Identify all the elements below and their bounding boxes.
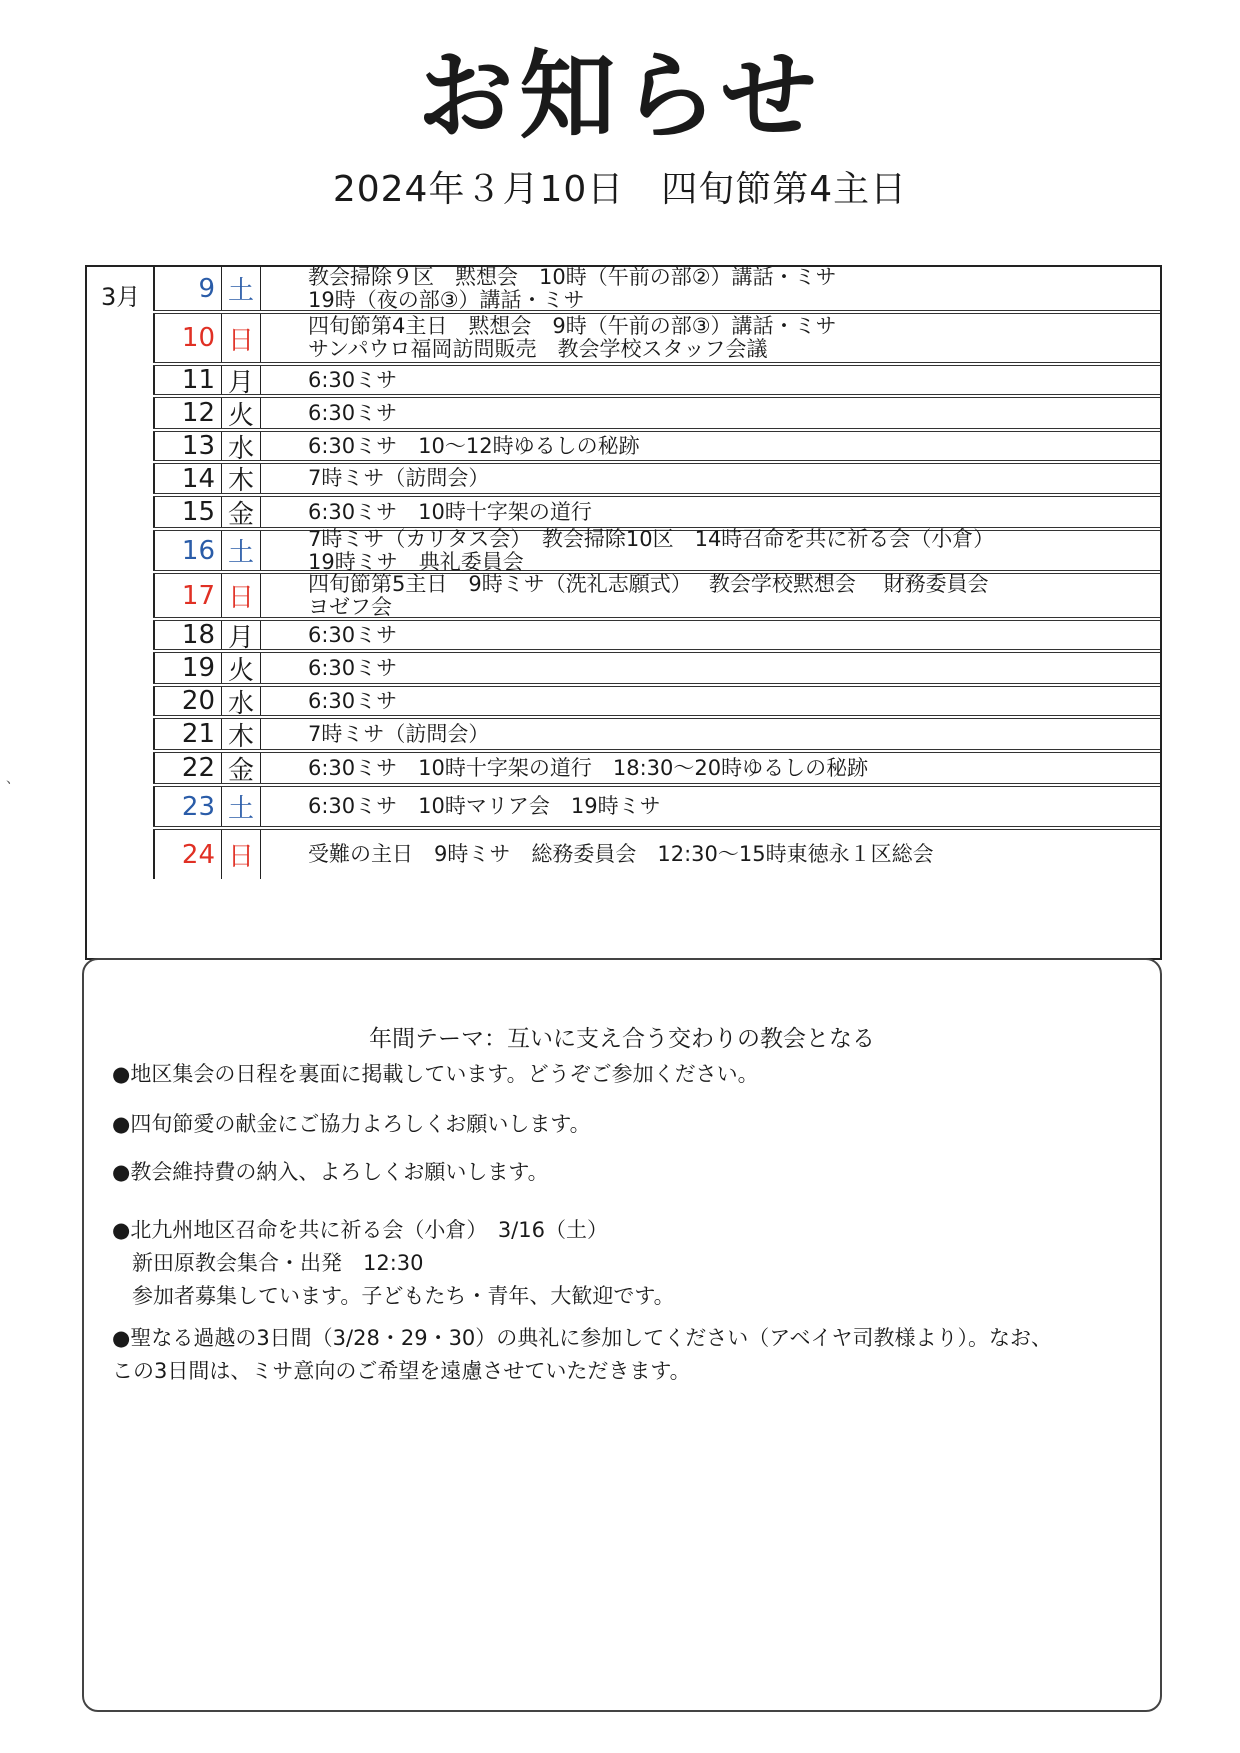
event-cell <box>308 497 1152 527</box>
date-subtitle: 2024年３月10日 四旬節第4主日 <box>332 169 908 210</box>
event-line: サンパウロ福岡訪問販売 教会学校スタッフ会議 <box>308 337 768 361</box>
notice-line: 参加者募集しています。子どもたち・青年、大歓迎です。 <box>132 1284 675 1308</box>
event-cell <box>308 464 1152 493</box>
day-number: 18 <box>153 621 221 649</box>
schedule-row <box>153 787 1160 830</box>
notice-line: ●聖なる過越の3日間（3/28・29・30）の典礼に参加してください（アベイヤ司教様より）。なお、 <box>112 1326 1052 1350</box>
notice-item <box>112 1058 1130 1091</box>
day-number: 12 <box>153 398 221 428</box>
schedule-row <box>153 719 1160 753</box>
stray-mark: 、 <box>6 771 20 787</box>
day-number: 21 <box>153 719 221 749</box>
schedule-row <box>153 687 1160 719</box>
event-cell <box>308 398 1152 428</box>
notice-item <box>112 1156 1130 1189</box>
day-number: 13 <box>153 432 221 460</box>
event-cell <box>308 687 1152 715</box>
event-line: 19時（夜の部③）講話・ミサ <box>308 287 585 312</box>
weekday: 日 <box>221 830 261 879</box>
schedule-row <box>153 653 1160 687</box>
weekday: 月 <box>221 621 261 649</box>
event-cell <box>308 830 1152 879</box>
event-cell <box>308 719 1152 749</box>
notice-line: ●地区集会の日程を裏面に掲載しています。どうぞご参加ください。 <box>112 1062 759 1086</box>
event-line: 6:30ミサ <box>308 367 398 392</box>
schedule-row <box>153 526 1160 574</box>
event-line: 6:30ミサ 10時十字架の道行 <box>308 499 592 524</box>
schedule-row <box>153 432 1160 464</box>
schedule-row <box>153 830 1160 879</box>
schedule-row <box>153 314 1160 366</box>
weekday: 土 <box>221 531 261 570</box>
event-cell <box>308 526 1152 574</box>
event-line: 7時ミサ（訪問会） <box>308 721 490 746</box>
event-line: 6:30ミサ <box>308 622 398 647</box>
weekday: 月 <box>221 366 261 394</box>
event-cell <box>308 753 1152 783</box>
event-line: ヨゼフ会 <box>308 594 392 619</box>
notice-box <box>82 958 1162 1712</box>
event-line: 7時ミサ（カリタス会） 教会掃除10区 14時召命を共に祈る会（小倉） <box>308 526 995 551</box>
day-number: 19 <box>153 653 221 683</box>
event-line: 四旬節第4主日 黙想会 9時（午前の部③）講話・ミサ <box>308 314 837 338</box>
notice-item <box>112 1108 1130 1141</box>
schedule-row <box>153 398 1160 432</box>
event-cell <box>308 787 1152 826</box>
weekday: 金 <box>221 753 261 783</box>
schedule-row <box>153 497 1160 531</box>
schedule-row <box>153 464 1160 497</box>
weekday: 日 <box>221 314 261 362</box>
day-number: 22 <box>153 753 221 783</box>
schedule-row <box>153 366 1160 398</box>
page-title: お知らせ <box>417 40 823 152</box>
event-line: 6:30ミサ <box>308 400 398 425</box>
weekday: 木 <box>221 719 261 749</box>
event-line: 6:30ミサ <box>308 655 398 680</box>
event-cell <box>308 366 1152 394</box>
event-cell <box>308 621 1152 649</box>
weekday: 水 <box>221 432 261 460</box>
event-line: 受難の主日 9時ミサ 総務委員会 12:30～15時東徳永１区総会 <box>308 842 934 866</box>
weekday: 金 <box>221 497 261 527</box>
day-number: 11 <box>153 366 221 394</box>
weekday: 日 <box>221 574 261 617</box>
day-number: 20 <box>153 687 221 715</box>
weekday: 火 <box>221 398 261 428</box>
event-cell <box>308 264 1152 312</box>
annual-theme: 年間テーマ：互いに支え合う交わりの教会となる <box>369 1026 875 1052</box>
event-cell <box>308 314 1152 362</box>
weekday: 土 <box>221 787 261 826</box>
notice-line: この3日間は、ミサ意向のご希望を遠慮させていただきます。 <box>112 1359 691 1383</box>
notice-line: 新田原教会集合・出発 12:30 <box>132 1251 424 1275</box>
day-number: 23 <box>153 787 221 826</box>
notice-line: ●教会維持費の納入、よろしくお願いします。 <box>112 1160 549 1184</box>
weekday: 水 <box>221 687 261 715</box>
day-number: 15 <box>153 497 221 527</box>
day-number: 10 <box>153 314 221 362</box>
day-number: 24 <box>153 830 221 879</box>
event-cell <box>308 571 1152 619</box>
event-line: 19時ミサ 典礼委員会 <box>308 549 524 574</box>
schedule-row <box>153 621 1160 653</box>
weekday: 木 <box>221 464 261 493</box>
notice-line: ●北九州地区召命を共に祈る会（小倉） 3/16（土） <box>112 1218 608 1242</box>
event-line: 四旬節第5主日 9時ミサ（洗礼志願式） 教会学校黙想会 財務委員会 <box>308 571 989 596</box>
event-line: 7時ミサ（訪問会） <box>308 466 490 490</box>
day-number: 14 <box>153 464 221 493</box>
month-label: 3月 <box>101 283 141 311</box>
notice-item <box>112 1214 1130 1313</box>
schedule-rows <box>153 264 1160 958</box>
event-line: 6:30ミサ <box>308 688 398 713</box>
day-number: 17 <box>153 574 221 617</box>
event-line: 6:30ミサ 10時マリア会 19時ミサ <box>308 794 661 818</box>
event-cell <box>308 432 1152 460</box>
notice-item <box>112 1322 1130 1388</box>
event-line: 6:30ミサ 10～12時ゆるしの秘跡 <box>308 433 640 458</box>
event-line: 教会掃除９区 黙想会 10時（午前の部②）講話・ミサ <box>308 264 837 289</box>
weekday: 土 <box>221 267 261 310</box>
schedule-row <box>153 264 1160 314</box>
event-line: 6:30ミサ 10時十字架の道行 18:30～20時ゆるしの秘跡 <box>308 755 869 780</box>
day-number: 9 <box>153 267 221 310</box>
schedule-row <box>153 571 1160 621</box>
event-cell <box>308 653 1152 683</box>
schedule-table <box>85 265 1162 960</box>
schedule-row <box>153 753 1160 787</box>
day-number: 16 <box>153 531 221 570</box>
notice-line: ●四旬節愛の献金にご協力よろしくお願いします。 <box>112 1112 591 1136</box>
weekday: 火 <box>221 653 261 683</box>
